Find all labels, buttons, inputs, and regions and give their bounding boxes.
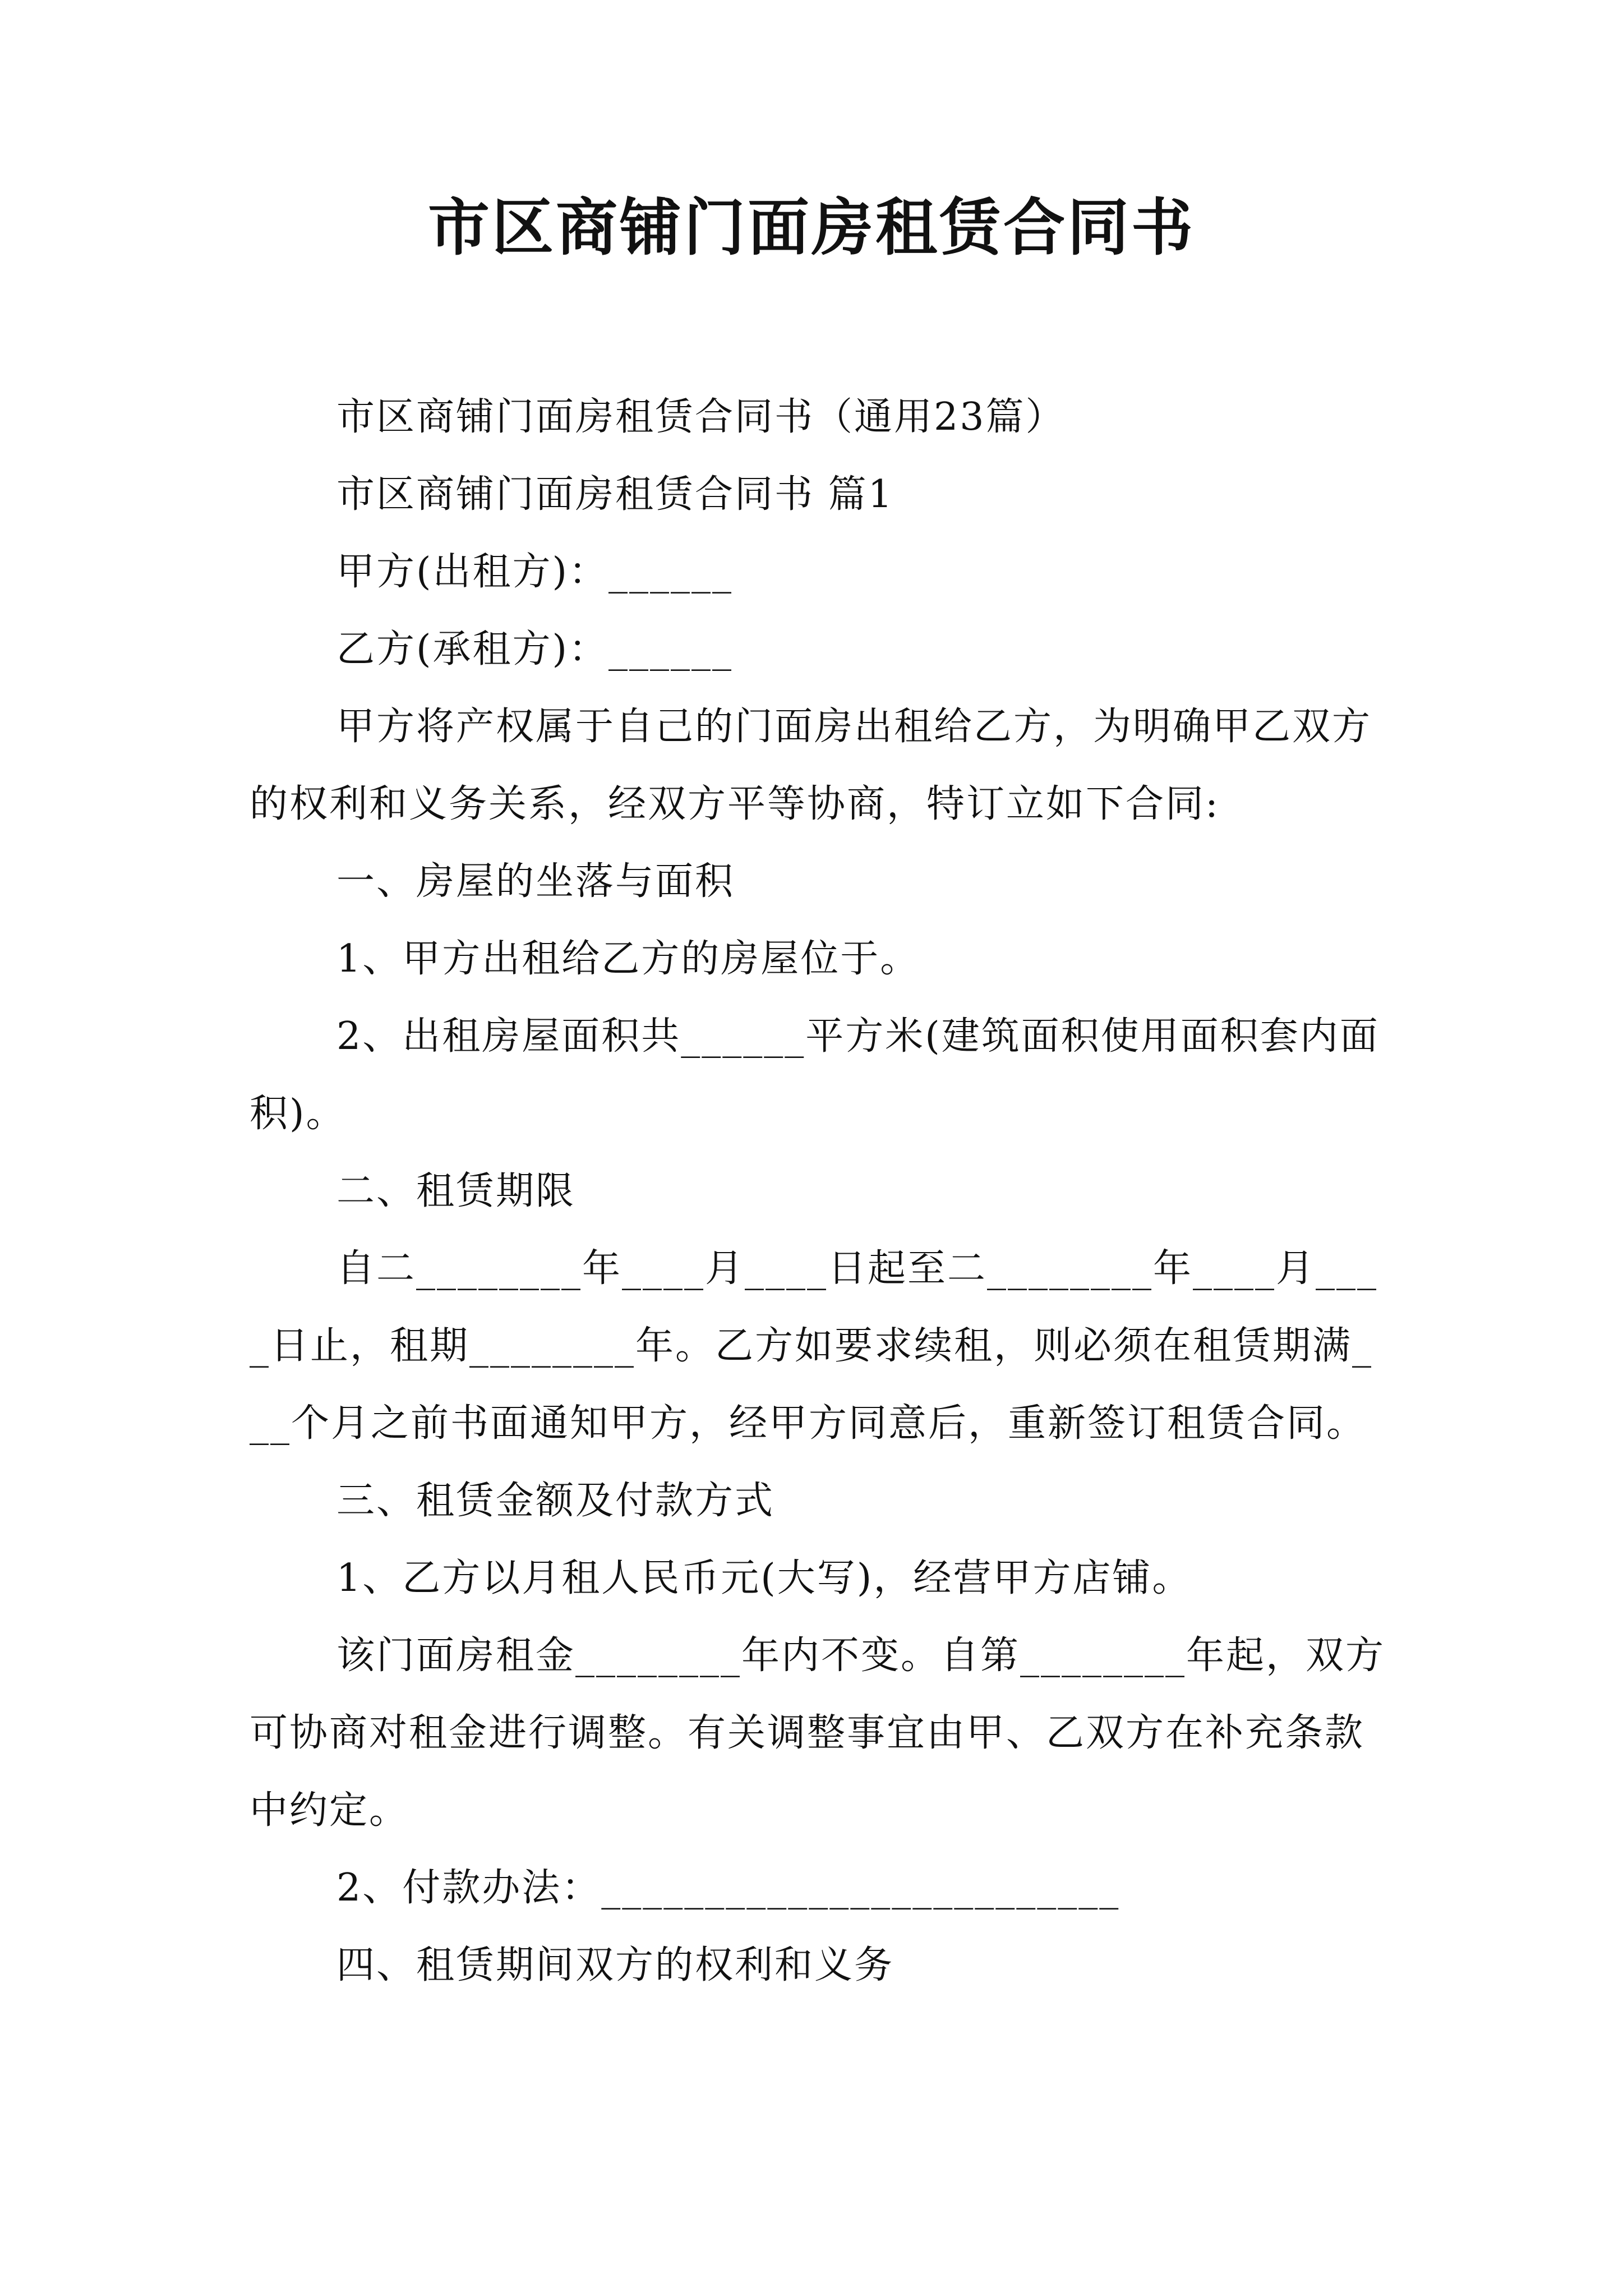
paragraph-doc-heading: 市区商铺门面房租赁合同书（通用23篇） <box>336 395 1066 439</box>
document-body <box>250 379 1391 2004</box>
heading-lease-term: 二、租赁期限 <box>336 1169 576 1213</box>
heading-location-area: 一、房屋的坐落与面积 <box>336 859 735 904</box>
heading-rights-obligations: 四、租赁期间双方的权利和义务 <box>336 1943 895 1987</box>
clause-rent-adjustment: 该门面房租金________年内不变。自第________年起，双方可协商对租金进行调整。有关调整事宜由甲、乙双方在补充条款中约定。 <box>250 1634 1386 1833</box>
heading-rent-payment: 三、租赁金额及付款方式 <box>336 1479 775 1523</box>
clause-lease-term: 自二________年____月____日起至二________年____月____日止，租期________年。乙方如要求续租，则必须在租赁期满___个月之前书面通知甲方，经甲方同意后，重新签订租赁合同。 <box>250 1246 1378 1446</box>
paragraph-section-title: 市区商铺门面房租赁合同书 篇1 <box>336 472 894 517</box>
clause-monthly-rent: 1、乙方以月租人民币元(大写)，经营甲方店铺。 <box>336 1556 1192 1600</box>
paragraph-intro: 甲方将产权属于自己的门面房出租给乙方，为明确甲乙双方的权利和义务关系，经双方平等协商，特订立如下合同: <box>250 705 1372 826</box>
clause-area: 2、出租房屋面积共______平方米(建筑面积使用面积套内面积)。 <box>250 1014 1380 1136</box>
clause-location: 1、甲方出租给乙方的房屋位于。 <box>336 937 920 981</box>
document-title: 市区商铺门面房租赁合同书 <box>428 192 1195 264</box>
clause-payment-method: 2、付款办法：_________________________ <box>336 1866 1121 1910</box>
paragraph-party-b: 乙方(承租方)：______ <box>336 627 734 671</box>
paragraph-party-a: 甲方(出租方)：______ <box>336 550 734 594</box>
